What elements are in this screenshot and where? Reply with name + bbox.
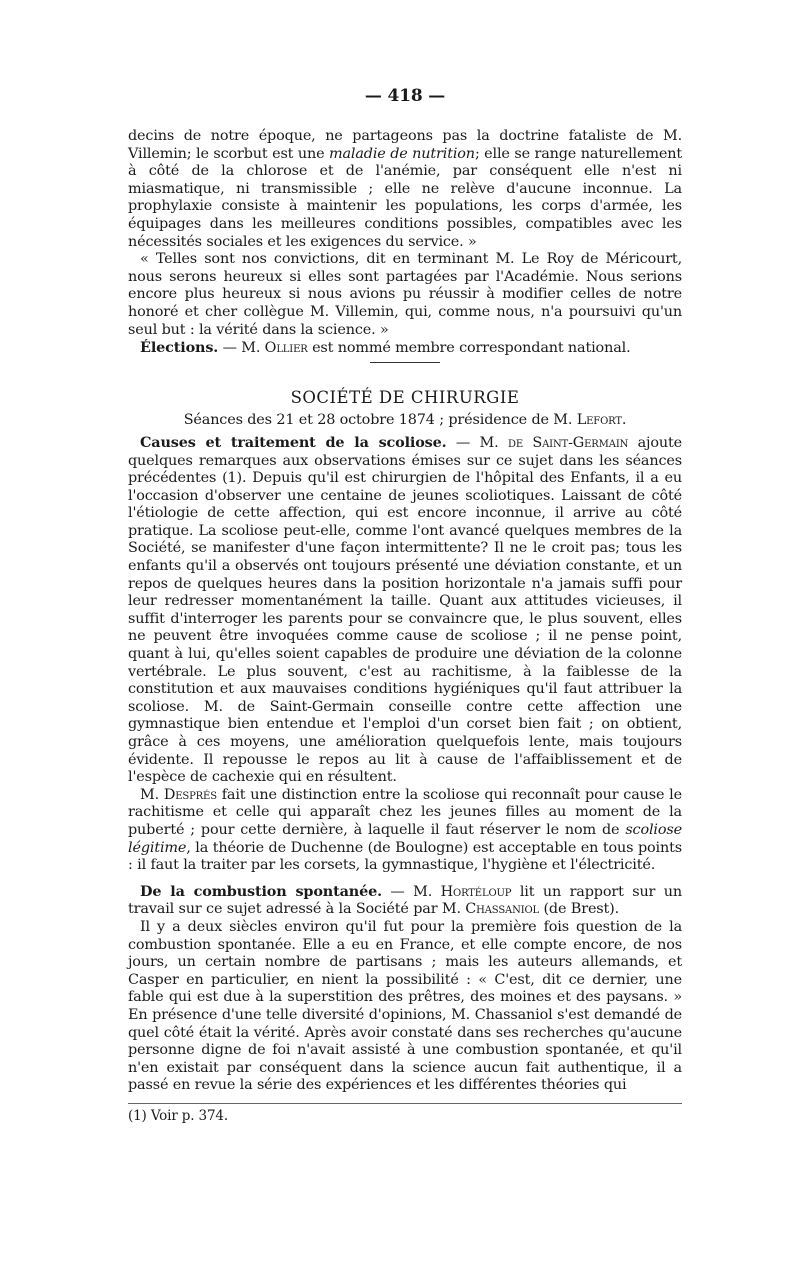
combustion-heading: De la combustion spontanée. [140, 882, 382, 900]
paragraph-scorbut: decins de notre époque, ne partageons pas la doctrine fataliste de M. Villemin; le scorbut est une maladie de nutrition; elle se range naturellement à côté de la chlorose et de l'anémie, par conséquent elle n'est ni miasmatique, ni transmissible ; elle ne relève d'aucune inconnue. La prophylaxie consiste à maintenir les populations, les corps d'armée, les équipages dans les meilleures conditions possibles, compatibles avec les nécessités sociales et les exigences du service. » [128, 128, 682, 250]
person-name: Chassaniol [465, 901, 540, 918]
paragraph-combustion-history: Il y a deux siècles environ qu'il fut pour la première fois question de la combustion spontanée. Elle a eu en France, et elle compte encore, de nos jours, un certain nombre de partisans ; mais les auteurs allemands, et Casper en particulier, en nient la possibilité : « C'est, dit ce dernier, une fable qui est due à la superstition des prêtres, des moines et des paysans. » En présence d'une telle diversité d'opinions, M. Chassaniol s'est demandé de quel côté était la vérité. Après avoir constaté dans ses recherches qu'aucune personne digne de foi n'avait assisté à une combustion spontanée, et qu'il n'en existait par conséquent dans la science aucun fait authentique, il a passé en revue la série des expériences et les différentes théories qui [128, 918, 682, 1094]
scoliose-heading: Causes et traitement de la scoliose. [140, 433, 447, 451]
italic-term: scoliose légitime [128, 821, 682, 856]
spacer [128, 875, 682, 883]
footnote: (1) Voir p. 374. [128, 1107, 228, 1124]
italic-term: maladie de nutrition [328, 145, 475, 162]
page-body [128, 128, 682, 1125]
paragraph-elections: Élections. — M. Ollier est nommé membre correspondant national. [140, 339, 631, 357]
footnote-separator [128, 1103, 682, 1104]
person-name: Després [163, 786, 217, 803]
sessions-line: Séances des 21 et 28 octobre 1874 ; présidence de M. Lefort. [183, 412, 627, 429]
page-number: — 418 — [364, 86, 446, 106]
paragraph-scoliose: Causes et traitement de la scoliose. — M. de Saint-Germain ajoute quelques remarques aux observations émises sur ce sujet dans les séances précédentes (1). Depuis qu'il est chirurgien de l'hôpital des Enfants, il a eu l'occasion d'observer une centaine de jeunes scoliotiques. Laissant de côté l'étiologie de cette affection, qui est encore inconnue, il arrive au côté pratique. La scoliose peut-elle, comme l'ont avancé quelques membres de la Société, se manifester d'une façon intermittente? Il ne le croit pas; tous les enfants qu'il a observés ont toujours présenté une déviation constante, et un repos de quelques heures dans la position horizontale n'a jamais suffi pour leur redresser momentanément la taille. Quant aux attitudes vicieuses, il suffit d'interroger les parents pour se convaincre que, le plus souvent, elles ne peuvent être invoquées comme cause de scoliose ; il ne pense point, quant à lui, qu'elles soient capables de produire une déviation de la colonne vertébrale. Le plus souvent, c'est au rachitisme, à la faiblesse de la constitution et aux mauvaises conditions hygiéniques qu'il faut attribuer la scoliose. M. de Saint-Germain conseille contre cette affection une gymnastique bien entendue et l'emploi d'un corset bien fait ; on obtient, grâce à ces moyens, une amélioration quelquefois lente, mais toujours évidente. Il repousse le repos au lit à cause de l'affaiblissement et de l'espèce de cachexie qui en résultent. [128, 433, 682, 786]
person-name: de Saint-Germain [507, 434, 629, 451]
section-title: SOCIÉTÉ DE CHIRURGIE [290, 387, 520, 407]
section-rule [370, 362, 440, 363]
elections-heading: Élections. [140, 339, 219, 357]
person-name: Ollier [264, 340, 308, 357]
president-name: Lefort [576, 412, 622, 429]
paragraph-convictions: « Telles sont nos convictions, dit en terminant M. Le Roy de Méricourt, nous serons heureux si elles sont partagées par l'Académie. Nous serions encore plus heureux si nous avions pu réussir à modifier celles de notre honoré et cher collègue M. Villemin, qui, comme nous, n'a poursuivi qu'un seul but : la vérité dans la science. » [128, 251, 682, 338]
paragraph-combustion: De la combustion spontanée. — M. Hortéloup lit un rapport sur un travail sur ce sujet adressé à la Société par M. Chassaniol (de Brest). [128, 882, 683, 918]
paragraph-despres: M. Després fait une distinction entre la scoliose qui reconnaît pour cause le rachitisme et celle qui apparaît chez les jeunes filles au moment de la puberté ; pour cette dernière, à laquelle il faut réserver le nom de scoliose légitime, la théorie de Duchenne (de Boulogne) est acceptable en tous points : il faut la traiter par les corsets, la gymnastique, l'hygiène et l'électricité. [128, 786, 682, 874]
person-name: Hortéloup [440, 883, 512, 900]
